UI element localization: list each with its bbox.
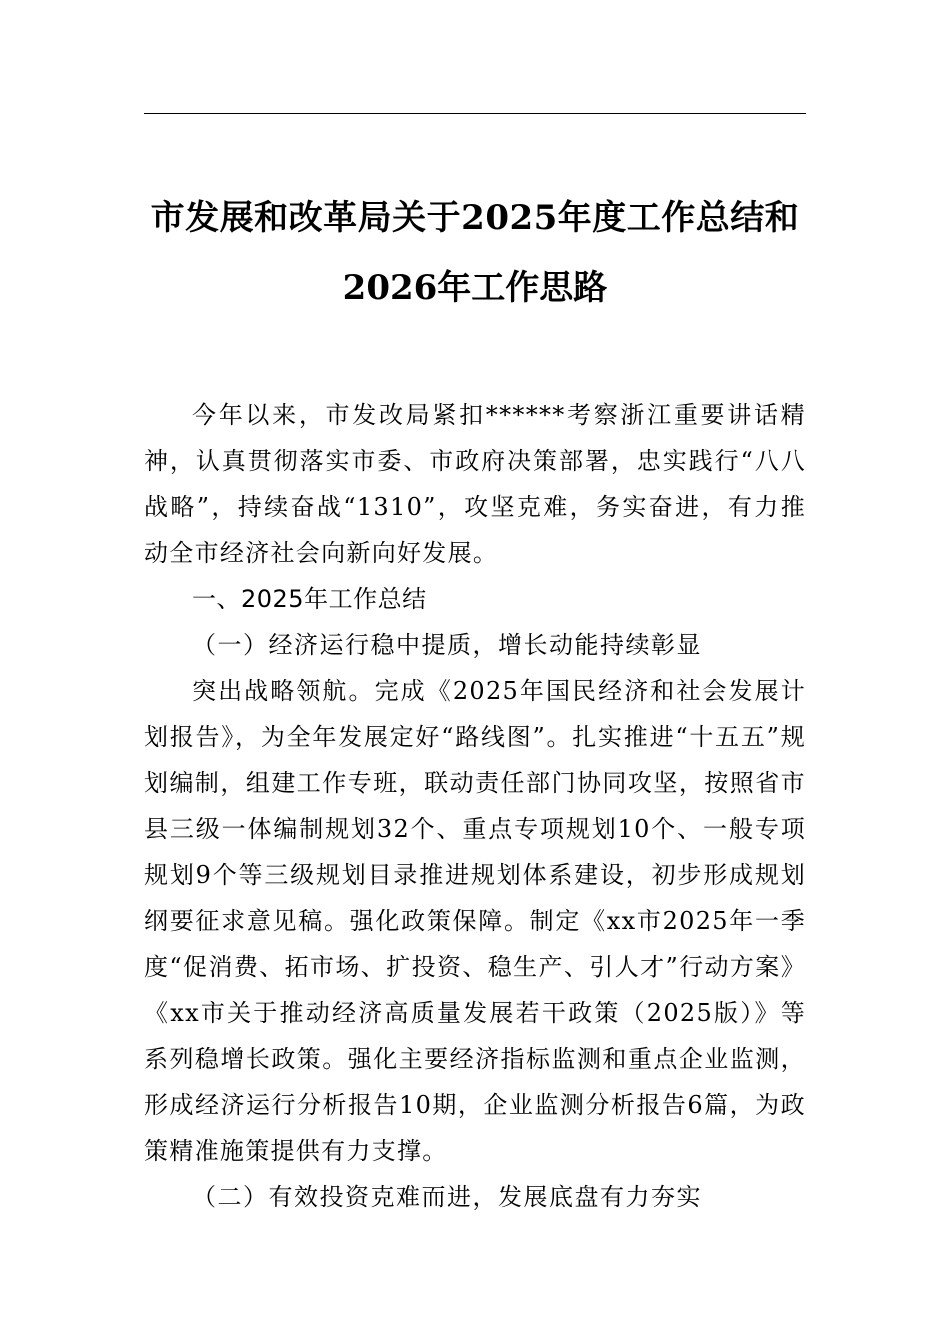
- subsection-heading-1: （一）经济运行稳中提质，增长动能持续彰显: [192, 631, 702, 659]
- subsection-heading-2: （二）有效投资克难而进，发展底盘有力夯实: [192, 1183, 702, 1211]
- intro-paragraph: 今年以来，市发改局紧扣******考察浙江重要讲话精神，认真贯彻落实市委、市政府决策部署，忠实践行“八八战略”，持续奋战“1310”，攻坚克难，务实奋进，有力推动全市经济社会向新向好发展。: [144, 401, 806, 567]
- document-title-line-1: 市发展和改革局关于2025年度工作总结和: [150, 198, 800, 238]
- body-paragraph: 突出战略领航。完成《2025年国民经济和社会发展计划报告》，为全年发展定好“路线图”。扎实推进“十五五”规划编制，组建工作专班，联动责任部门协同攻坚，按照省市县三级一体编制规划32个、重点专项规划10个、一般专项规划9个等三级规划目录推进规划体系建设，初步形成规划纲要征求意见稿。强化政策保障。制定《xx市2025年一季度“促消费、拓市场、扩投资、稳生产、引人才”行动方案》《xx市关于推动经济高质量发展若干政策（2025版）》等系列稳增长政策。强化主要经济指标监测和重点企业监测，形成经济运行分析报告10期，企业监测分析报告6篇，为政策精准施策提供有力支撑。: [144, 677, 806, 1165]
- document-body: [144, 392, 806, 1220]
- document-title-line-2: 2026年工作思路: [342, 268, 608, 308]
- header-rule: [144, 113, 806, 114]
- section-heading-1: 一、2025年工作总结: [192, 585, 427, 613]
